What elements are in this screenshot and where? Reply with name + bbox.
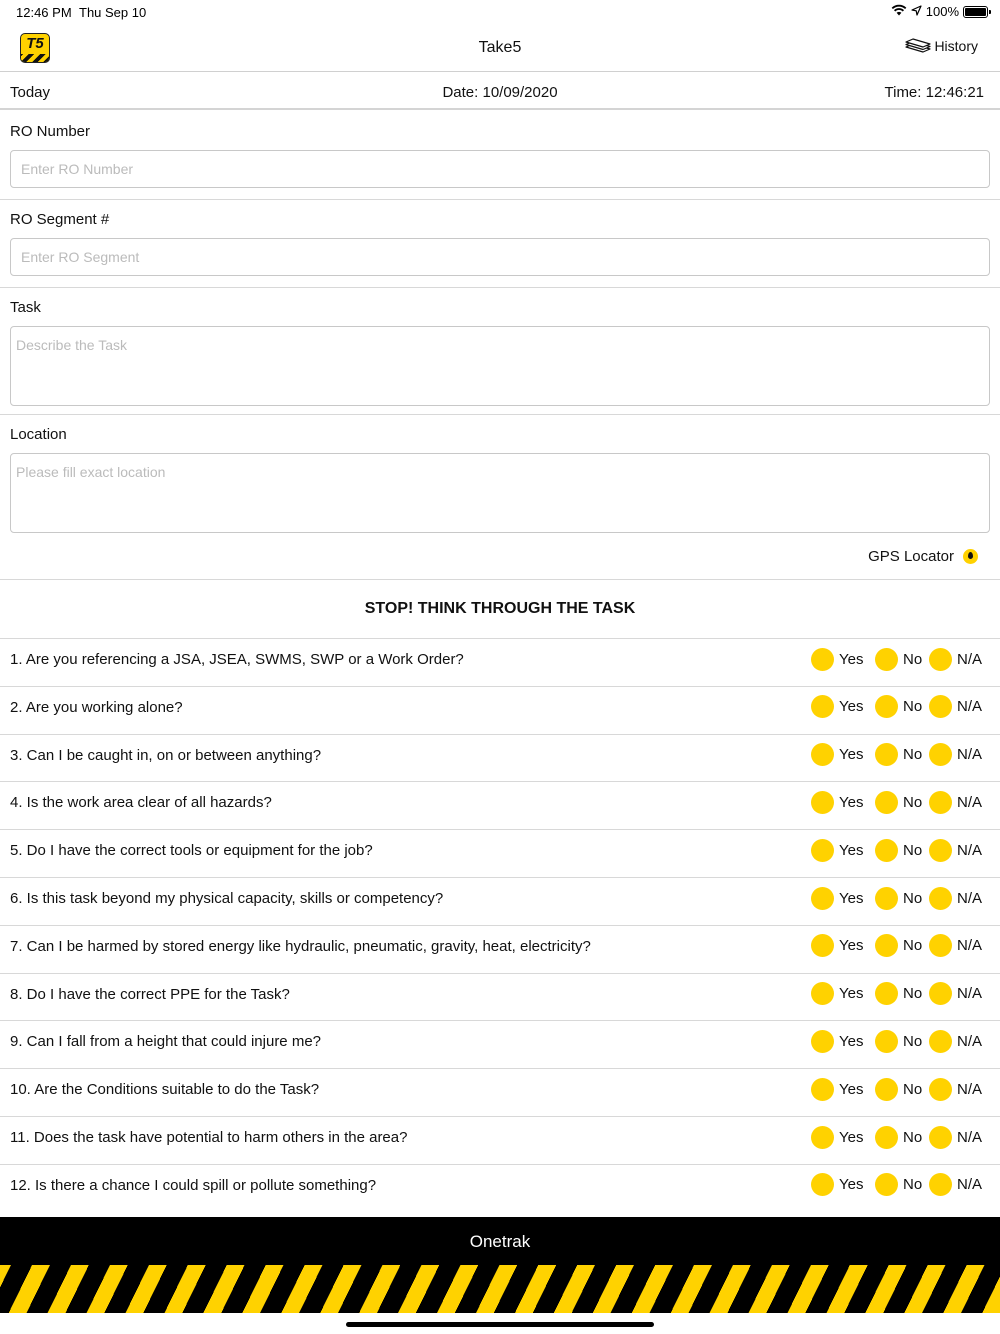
answer-no-radio[interactable] <box>875 1077 922 1101</box>
answer-no-label: No <box>903 937 923 955</box>
answer-no-label: No <box>903 1080 923 1098</box>
battery-icon <box>963 6 988 18</box>
radio-circle-icon <box>875 695 898 718</box>
answer-no-label: No <box>903 650 923 668</box>
ro-segment-input[interactable]: Enter RO Segment <box>10 238 990 276</box>
answer-no-radio[interactable] <box>875 647 922 671</box>
battery-percent: 100% <box>925 4 959 19</box>
answer-yes-label: Yes <box>839 698 864 716</box>
radio-circle-icon <box>875 1078 898 1101</box>
answer-no-radio[interactable] <box>875 743 922 767</box>
answer-yes-label: Yes <box>839 1032 864 1050</box>
radio-circle-icon <box>811 982 834 1005</box>
radio-circle-icon <box>875 887 898 910</box>
answer-na-label: N/A <box>957 1080 983 1098</box>
logo-text: T5 <box>26 35 44 52</box>
divider <box>0 199 1000 200</box>
radio-circle-icon <box>875 648 898 671</box>
question-row <box>0 877 1000 925</box>
status-indicators <box>891 4 988 19</box>
answer-no-label: No <box>903 793 923 811</box>
question-row <box>0 734 1000 782</box>
radio-circle-icon <box>875 1030 898 1053</box>
answer-yes-radio[interactable] <box>811 647 863 671</box>
answer-na-radio[interactable] <box>929 790 982 814</box>
task-label: Task <box>10 299 41 316</box>
answer-yes-label: Yes <box>839 793 864 811</box>
question-text: 4. Is the work area clear of all hazards? <box>10 794 272 812</box>
answer-no-radio[interactable] <box>875 695 922 719</box>
answer-yes-label: Yes <box>839 841 864 859</box>
answer-no-label: No <box>903 889 923 907</box>
question-text: 12. Is there a chance I could spill or pollute something? <box>10 1176 377 1194</box>
answer-na-label: N/A <box>957 841 983 859</box>
checklist-title: STOP! THINK THROUGH THE TASK <box>364 600 636 617</box>
answer-yes-radio[interactable] <box>811 886 863 910</box>
answer-yes-radio[interactable] <box>811 934 863 958</box>
answer-na-label: N/A <box>957 793 983 811</box>
answer-no-radio[interactable] <box>875 838 922 862</box>
radio-circle-icon <box>811 743 834 766</box>
answer-na-label: N/A <box>957 698 983 716</box>
divider <box>0 579 1000 580</box>
question-text: 7. Can I be harmed by stored energy like hydraulic, pneumatic, gravity, heat, electricity? <box>10 937 591 955</box>
radio-circle-icon <box>811 1126 834 1149</box>
status-date: Thu Sep 10 <box>79 5 147 20</box>
radio-circle-icon <box>875 743 898 766</box>
answer-no-label: No <box>903 985 923 1003</box>
answer-no-radio[interactable] <box>875 982 922 1006</box>
answer-yes-radio[interactable] <box>811 743 863 767</box>
answer-no-label: No <box>903 698 923 716</box>
gps-locator-label: GPS Locator <box>868 548 954 565</box>
answer-no-label: No <box>903 746 923 764</box>
radio-circle-icon <box>811 791 834 814</box>
radio-circle-icon <box>875 934 898 957</box>
answer-na-label: N/A <box>957 650 983 668</box>
radio-circle-icon <box>929 839 952 862</box>
radio-circle-icon <box>875 982 898 1005</box>
question-text: 9. Can I fall from a height that could injure me? <box>10 1033 322 1051</box>
answer-yes-radio[interactable] <box>811 790 863 814</box>
divider <box>0 287 1000 288</box>
radio-circle-icon <box>929 887 952 910</box>
answer-na-radio[interactable] <box>929 743 982 767</box>
radio-circle-icon <box>929 934 952 957</box>
question-text: 5. Do I have the correct tools or equipment for the job? <box>10 842 373 860</box>
today-label: Today <box>10 84 51 101</box>
radio-circle-icon <box>929 695 952 718</box>
answer-na-radio[interactable] <box>929 1173 982 1197</box>
radio-circle-icon <box>929 1030 952 1053</box>
answer-na-label: N/A <box>957 1176 983 1194</box>
answer-yes-radio[interactable] <box>811 1029 863 1053</box>
ro-segment-label: RO Segment # <box>10 211 110 228</box>
radio-circle-icon <box>875 791 898 814</box>
ro-number-label: RO Number <box>10 123 91 140</box>
question-text: 1. Are you referencing a JSA, JSEA, SWMS, SWP or a Work Order? <box>10 651 464 668</box>
radio-circle-icon <box>811 1030 834 1053</box>
answer-no-label: No <box>903 1176 923 1194</box>
radio-circle-icon <box>811 695 834 718</box>
radio-circle-icon <box>811 887 834 910</box>
radio-circle-icon <box>929 1126 952 1149</box>
ro-number-input[interactable]: Enter RO Number <box>10 150 990 188</box>
radio-circle-icon <box>929 743 952 766</box>
answer-yes-radio[interactable] <box>811 695 863 719</box>
answer-yes-radio[interactable] <box>811 1173 863 1197</box>
status-bar <box>0 0 1000 24</box>
home-indicator[interactable] <box>346 1322 654 1327</box>
answer-na-label: N/A <box>957 1128 983 1146</box>
question-row <box>0 829 1000 877</box>
radio-circle-icon <box>811 1173 834 1196</box>
answer-yes-label: Yes <box>839 1080 864 1098</box>
status-time: 12:46 PM <box>16 5 72 20</box>
footer-brand: Onetrak <box>469 1232 531 1251</box>
answer-na-label: N/A <box>957 937 983 955</box>
answer-yes-label: Yes <box>839 1176 864 1194</box>
answer-na-radio[interactable] <box>929 695 982 719</box>
question-text: 2. Are you working alone? <box>10 698 183 716</box>
answer-yes-label: Yes <box>839 889 864 907</box>
radio-circle-icon <box>929 791 952 814</box>
answer-yes-label: Yes <box>839 650 864 668</box>
answer-yes-label: Yes <box>839 985 864 1003</box>
nav-bar <box>0 24 1000 72</box>
gps-locator-button[interactable] <box>868 548 978 565</box>
history-label: History <box>934 38 978 54</box>
radio-circle-icon <box>811 1078 834 1101</box>
question-row <box>0 638 1000 686</box>
answer-no-radio[interactable] <box>875 1173 922 1197</box>
radio-circle-icon <box>875 839 898 862</box>
time-display: Time: 12:46:21 <box>884 84 984 101</box>
hazard-stripes <box>0 1265 1000 1313</box>
radio-circle-icon <box>929 1173 952 1196</box>
footer <box>0 1217 1000 1313</box>
answer-na-radio[interactable] <box>929 982 982 1006</box>
question-text: 3. Can I be caught in, on or between anything? <box>10 746 322 764</box>
question-row <box>0 973 1000 1021</box>
radio-circle-icon <box>875 1173 898 1196</box>
answer-yes-radio[interactable] <box>811 1077 863 1101</box>
answer-na-radio[interactable] <box>929 647 982 671</box>
question-row <box>0 1164 1000 1212</box>
answer-no-label: No <box>903 841 923 859</box>
question-row <box>0 1116 1000 1164</box>
info-row <box>0 72 1000 110</box>
answer-no-label: No <box>903 1032 923 1050</box>
answer-no-radio[interactable] <box>875 1029 922 1053</box>
location-textarea[interactable]: Please fill exact location <box>10 453 990 533</box>
radio-circle-icon <box>929 648 952 671</box>
answer-yes-radio[interactable] <box>811 838 863 862</box>
page-title: Take5 <box>478 39 522 56</box>
question-text: 6. Is this task beyond my physical capacity, skills or competency? <box>10 890 444 907</box>
question-row <box>0 781 1000 829</box>
answer-no-radio[interactable] <box>875 886 922 910</box>
question-text: 8. Do I have the correct PPE for the Task? <box>10 985 290 1003</box>
answer-na-label: N/A <box>957 985 983 1003</box>
map-pin-icon <box>963 549 978 564</box>
answer-yes-label: Yes <box>839 746 864 764</box>
history-icon <box>905 38 931 54</box>
answer-yes-label: Yes <box>839 1128 864 1146</box>
radio-circle-icon <box>811 839 834 862</box>
question-text: 11. Does the task have potential to harm others in the area? <box>10 1129 408 1146</box>
radio-circle-icon <box>929 1078 952 1101</box>
question-row <box>0 1020 1000 1068</box>
answer-na-label: N/A <box>957 746 983 764</box>
answer-no-radio[interactable] <box>875 934 922 958</box>
answer-na-radio[interactable] <box>929 838 982 862</box>
date-display: Date: 10/09/2020 <box>442 84 558 101</box>
location-label: Location <box>10 426 67 443</box>
answer-yes-radio[interactable] <box>811 982 863 1006</box>
task-textarea[interactable]: Describe the Task <box>10 326 990 406</box>
answer-yes-radio[interactable] <box>811 1125 863 1149</box>
answer-no-radio[interactable] <box>875 1125 922 1149</box>
question-text: 10. Are the Conditions suitable to do the Task? <box>10 1081 320 1099</box>
answer-na-radio[interactable] <box>929 934 982 958</box>
question-row <box>0 686 1000 734</box>
radio-circle-icon <box>811 934 834 957</box>
question-row <box>0 925 1000 973</box>
wifi-icon <box>891 4 907 19</box>
question-row <box>0 1068 1000 1116</box>
answer-na-label: N/A <box>957 1032 983 1050</box>
answer-na-radio[interactable] <box>929 1029 982 1053</box>
radio-circle-icon <box>929 982 952 1005</box>
answer-no-label: No <box>903 1128 923 1146</box>
answer-na-label: N/A <box>957 889 983 907</box>
answer-na-radio[interactable] <box>929 886 982 910</box>
answer-na-radio[interactable] <box>929 1077 982 1101</box>
history-button[interactable] <box>905 38 978 54</box>
divider <box>0 414 1000 415</box>
answer-na-radio[interactable] <box>929 1125 982 1149</box>
answer-yes-label: Yes <box>839 937 864 955</box>
answer-no-radio[interactable] <box>875 790 922 814</box>
radio-circle-icon <box>875 1126 898 1149</box>
radio-circle-icon <box>811 648 834 671</box>
location-arrow-icon <box>911 4 922 19</box>
